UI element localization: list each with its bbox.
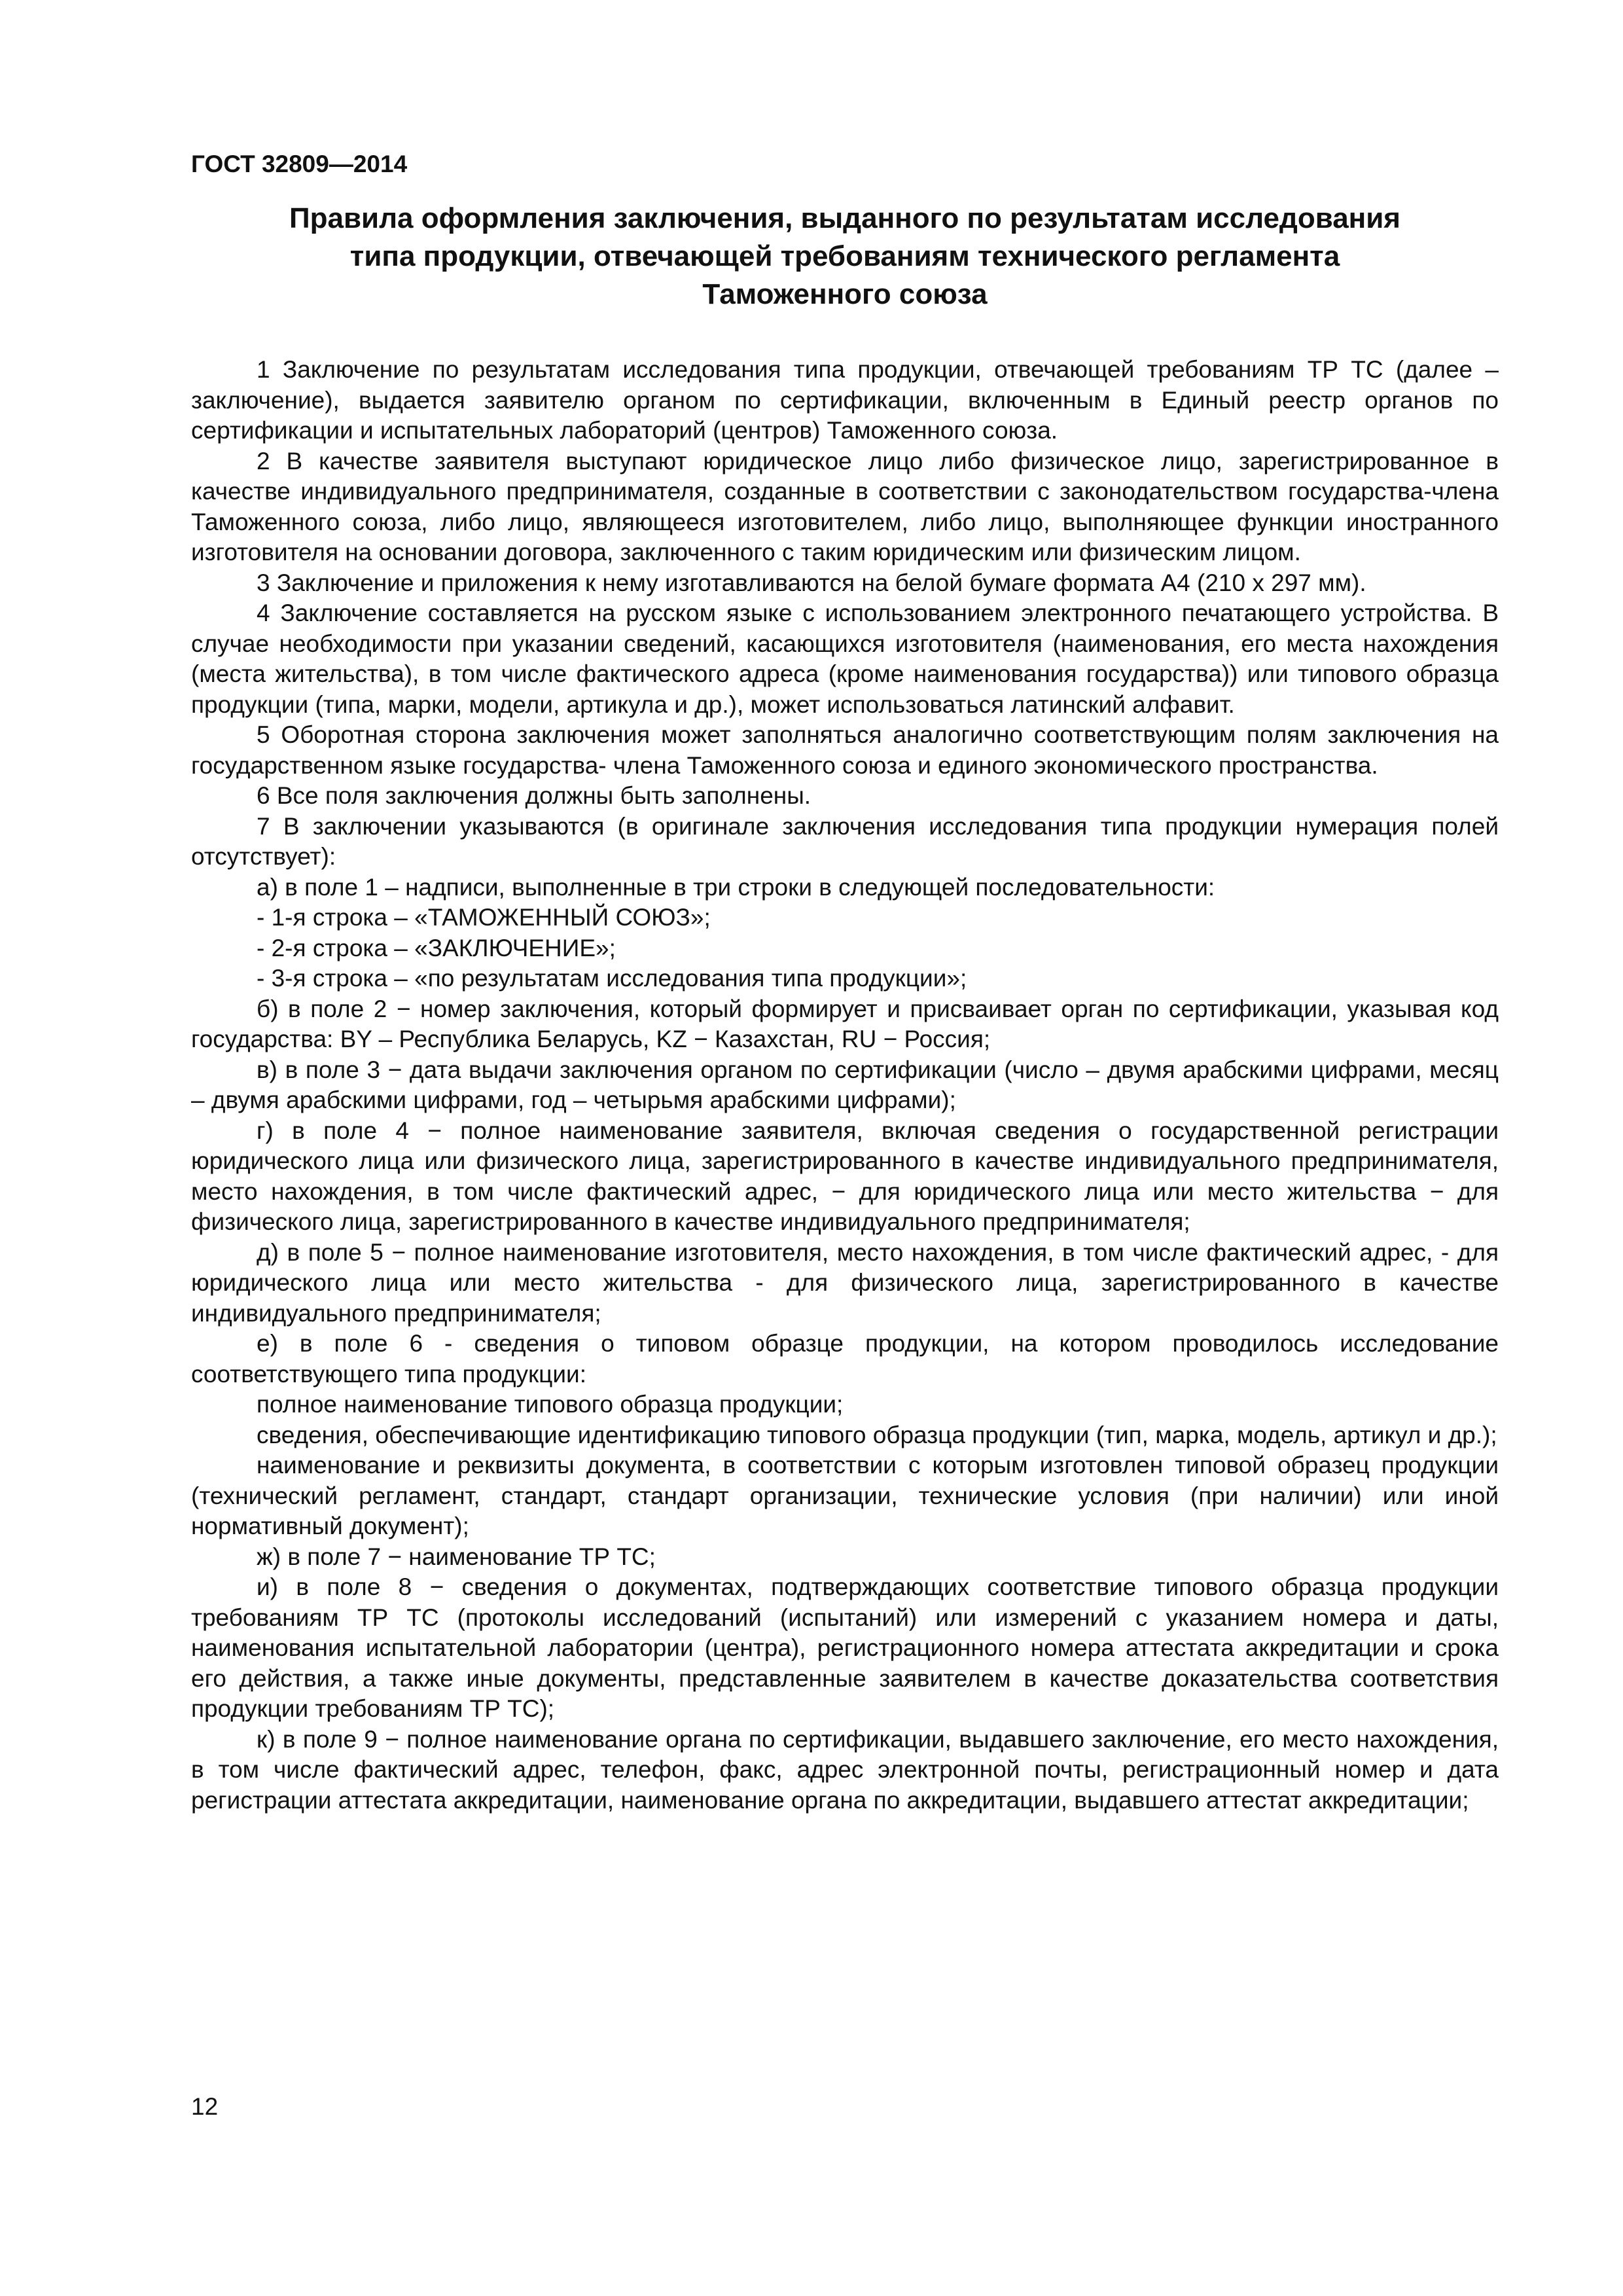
list-item-line-3: - 3-я строка – «по результатам исследования типа продукции»; <box>257 965 967 992</box>
document-body <box>191 355 1499 1816</box>
list-item-i: и) в поле 8 − сведения о документах, подтверждающих соответствие типового образца продукции требованиям ТР ТС (протоколы исследований (испытаний) или измерений с указанием номера и даты, наименования испытательной лаборатории (центра), регистрационного номера аттестата аккредитации и срока его действия, а также иные документы, представленные заявителем в качестве доказательства соответствия продукции требованиям ТР ТС); <box>191 1573 1499 1722</box>
paragraph-4: 4 Заключение составляется на русском языке с использованием электронного печатающего устройства. В случае необходимости при указании сведений, касающихся изготовителя (наименования, его места нахождения (места жительства), в том числе фактического адреса (кроме наименования государства)) или типового образца продукции (типа, марки, модели, артикула и др.), может использоваться латинский алфавит. <box>191 600 1499 718</box>
paragraph-3: 3 Заключение и приложения к нему изготавливаются на белой бумаге формата А4 (210 х 297 мм). <box>257 569 1366 596</box>
list-item-e: е) в поле 6 - сведения о типовом образце продукции, на котором проводилось исследование соответствующего типа продукции: <box>191 1330 1499 1388</box>
list-subitem-document: наименование и реквизиты документа, в соответствии с которым изготовлен типовой образец продукции (технический регламент, стандарт, стандарт организации, технические условия (при наличии) или иной нормативный документ); <box>191 1452 1499 1539</box>
standard-code-header: ГОСТ 32809—2014 <box>191 151 408 177</box>
list-item-d: д) в поле 5 − полное наименование изготовителя, место нахождения, в том числе фактический адрес, - для юридического лица или место жительства - для физического лица, зарегистрированного в качестве индивидуального предпринимателя; <box>191 1238 1499 1327</box>
list-item-g: г) в поле 4 − полное наименование заявителя, включая сведения о государственной регистрации юридического лица или физического лица, зарегистрированного в качестве индивидуального предпринимателя, место нахождения, в том числе фактический адрес, − для юридического лица или место жительства − для физического лица, зарегистрированного в качестве индивидуального предпринимателя; <box>191 1117 1499 1235</box>
paragraph-1: 1 Заключение по результатам исследования типа продукции, отвечающей требованиям ТР ТС (далее – заключение), выдается заявителю органом по сертификации, включенным в Единый реестр органов по сертификации и испытательных лабораторий (центров) Таможенного союза. <box>191 356 1499 444</box>
paragraph-7: 7 В заключении указываются (в оригинале заключения исследования типа продукции нумерация полей отсутствует): <box>191 812 1499 870</box>
page-number: 12 <box>191 2093 219 2120</box>
section-title <box>191 200 1499 314</box>
title-line: типа продукции, отвечающей требованиям технического регламента <box>349 240 1340 272</box>
paragraph-2: 2 В качестве заявителя выступают юридическое лицо либо физическое лицо, зарегистрированное в качестве индивидуального предпринимателя, созданные в соответствии с законодательством государства-члена Таможенного союза, либо лицо, являющееся изготовителем, либо лицо, выполняющее функции иностранного изготовителя на основании договора, заключенного с таким юридическим или физическим лицом. <box>191 447 1499 565</box>
list-subitem-full-name: полное наименование типового образца продукции; <box>257 1391 844 1418</box>
paragraph-5: 5 Оборотная сторона заключения может заполняться аналогично соответствующим полям заключения на государственном языке государства- члена Таможенного союза и единого экономического пространства. <box>191 721 1499 779</box>
list-item-v: в) в поле 3 − дата выдачи заключения органом по сертификации (число – двумя арабскими цифрами, месяц – двумя арабскими цифрами, год – четырьмя арабскими цифрами); <box>191 1056 1499 1113</box>
list-item-b: б) в поле 2 − номер заключения, который формирует и присваивает орган по сертификации, указывая код государства: BY – Республика Беларусь, KZ − Казахстан, RU − Россия; <box>191 995 1499 1052</box>
list-item-line-2: - 2-я строка – «ЗАКЛЮЧЕНИЕ»; <box>257 934 616 961</box>
title-line: Правила оформления заключения, выданного по результатам исследования <box>289 202 1400 234</box>
title-line: Таможенного союза <box>702 278 988 310</box>
list-item-k: к) в поле 9 − полное наименование органа по сертификации, выдавшего заключение, его место нахождения, в том числе фактический адрес, телефон, факс, адрес электронной почты, регистрационный номер и дата регистрации аттестата аккредитации, наименование органа по аккредитации, выдавшего аттестат аккредитации; <box>191 1725 1499 1814</box>
paragraph-6: 6 Все поля заключения должны быть заполнены. <box>257 782 812 809</box>
list-item-zh: ж) в поле 7 − наименование ТР ТС; <box>257 1543 656 1570</box>
list-item-a: а) в поле 1 – надписи, выполненные в три строки в следующей последовательности: <box>257 873 1215 901</box>
list-item-line-1: - 1-я строка – «ТАМОЖЕННЫЙ СОЮЗ»; <box>257 904 711 931</box>
list-subitem-identification: сведения, обеспечивающие идентификацию типового образца продукции (тип, марка, модель, артикул и др.); <box>257 1421 1497 1448</box>
